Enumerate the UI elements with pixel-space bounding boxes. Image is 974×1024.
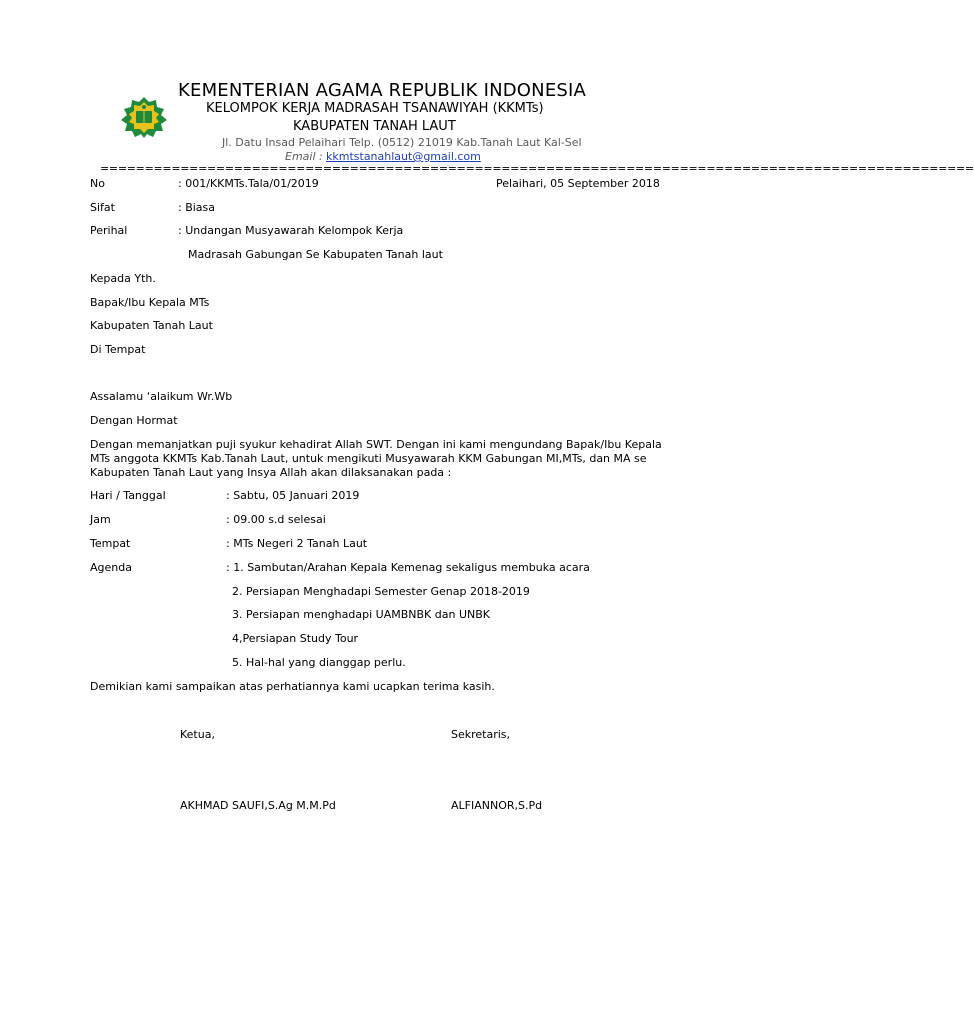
sifat-value: : Biasa xyxy=(178,201,216,214)
address-line: Jl. Datu Insad Pelaihari Telp. (0512) 21019 Kab.Tanah Laut Kal-Sel xyxy=(222,136,582,149)
place-date: Pelaihari, 05 September 2018 xyxy=(496,177,660,190)
recipient-line-3: Kabupaten Tanah Laut xyxy=(90,319,213,332)
agenda-item: 3. Persiapan menghadapi UAMBNBK dan UNBK xyxy=(232,608,490,621)
salutation: Dengan Hormat xyxy=(90,414,178,427)
no-value: : 001/KKMTs.Tala/01/2019 xyxy=(178,177,319,190)
kemenag-logo-icon xyxy=(116,96,172,138)
agenda-label: Agenda xyxy=(90,561,132,574)
ministry-title: KEMENTERIAN AGAMA REPUBLIK INDONESIA xyxy=(178,80,587,101)
email-link[interactable]: kkmtstanahlaut@gmail.com xyxy=(326,150,481,163)
sifat-label: Sifat xyxy=(90,201,115,214)
date-value: : Sabtu, 05 Januari 2019 xyxy=(226,489,360,502)
header-separator: ================================================================================================== xyxy=(100,162,974,175)
email-label: Email : xyxy=(285,150,323,163)
agenda-item: 2. Persiapan Menghadapi Semester Genap 2018-2019 xyxy=(232,585,530,598)
secretary-name: ALFIANNOR,S.Pd xyxy=(451,799,543,812)
no-label: No xyxy=(90,177,105,190)
closing-text: Demikian kami sampaikan atas perhatiannya kami ucapkan terima kasih. xyxy=(90,680,495,693)
chair-title: Ketua, xyxy=(180,728,215,741)
time-value: : 09.00 s.d selesai xyxy=(226,513,326,526)
recipient-line-4: Di Tempat xyxy=(90,343,146,356)
place-label: Tempat xyxy=(90,537,131,550)
perihal-value: : Undangan Musyawarah Kelompok Kerja xyxy=(178,224,404,237)
place-value: : MTs Negeri 2 Tanah Laut xyxy=(226,537,368,550)
recipient-line-1: Kepada Yth. xyxy=(90,272,156,285)
perihal-label: Perihal xyxy=(90,224,128,237)
intro-paragraph: Dengan memanjatkan puji syukur kehadirat Allah SWT. Dengan ini kami mengundang Bapak/Ibu Kepala MTs anggota KKMTs Kab.Tanah Laut, untuk mengikuti Musyawarah KKM Gabungan MI,MTs, dan MA se Kabupaten Tanah Laut yang Insya Allah akan dilaksanakan pada : xyxy=(90,438,662,479)
group-name: KELOMPOK KERJA MADRASAH TSANAWIYAH (KKMTs) xyxy=(206,101,544,116)
perihal-value-cont: Madrasah Gabungan Se Kabupaten Tanah laut xyxy=(188,248,443,261)
date-label: Hari / Tanggal xyxy=(90,489,166,502)
recipient-line-2: Bapak/Ibu Kepala MTs xyxy=(90,296,210,309)
agenda-item: 5. Hal-hal yang dianggap perlu. xyxy=(232,656,406,669)
agenda-item: : 1. Sambutan/Arahan Kepala Kemenag sekaligus membuka acara xyxy=(226,561,590,574)
regency-name: KABUPATEN TANAH LAUT xyxy=(293,119,456,134)
greeting: Assalamu ‘alaikum Wr.Wb xyxy=(90,390,233,403)
chair-name: AKHMAD SAUFI,S.Ag M.M.Pd xyxy=(180,799,336,812)
agenda-item: 4,Persiapan Study Tour xyxy=(232,632,359,645)
time-label: Jam xyxy=(90,513,111,526)
secretary-title: Sekretaris, xyxy=(451,728,511,741)
